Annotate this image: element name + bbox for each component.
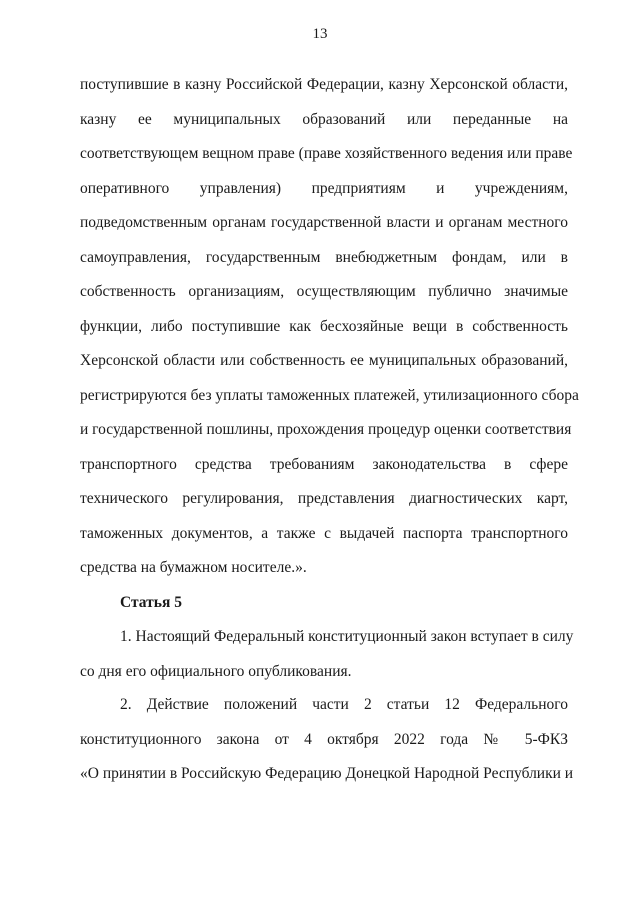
text-line: «О принятии в Российскую Федерацию Донецкой Народной Республики и xyxy=(80,765,574,782)
text-line: казну ее муниципальных образований или переданные на xyxy=(80,110,568,128)
text-line: соответствующем вещном праве (праве хозяйственного ведения или праве xyxy=(80,145,573,162)
paragraph-2 xyxy=(80,688,574,792)
text-line: функции, либо поступившие как бесхозяйные вещи в собственность xyxy=(80,317,568,335)
text-line: поступившие в казну Российской Федерации, казну Херсонской области, xyxy=(80,76,568,93)
article-heading: Статья 5 xyxy=(120,594,182,611)
text-line: регистрируются без уплаты таможенных платежей, утилизационного сбора xyxy=(80,386,579,404)
text-line: самоуправления, государственным внебюджетным фондам, или в xyxy=(80,248,568,266)
text-line: 1. Настоящий Федеральный конституционный закон вступает в силу xyxy=(120,628,574,645)
text-line: оперативного управления) предприятиям и учреждениям, xyxy=(80,179,568,197)
text-line: технического регулирования, представления диагностических карт, xyxy=(80,490,568,507)
text-line: собственность организациям, осуществляющим публично значимые xyxy=(80,283,568,300)
text-line: транспортного средства требованиям законодательства в сфере xyxy=(80,455,568,473)
page-number: 13 xyxy=(312,26,328,42)
text-line: 2. Действие положений части 2 статьи 12 Федерального xyxy=(120,696,568,713)
text-line: средства на бумажном носителе.». xyxy=(80,559,307,576)
text-line: со дня его официального опубликования. xyxy=(80,662,352,680)
text-line: конституционного закона от 4 октября 2022 года № 5-ФКЗ xyxy=(80,730,568,748)
paragraph-continuation xyxy=(80,68,579,586)
paragraph-1 xyxy=(80,620,574,689)
text-line: и государственной пошлины, прохождения процедур оценки соответствия xyxy=(80,421,572,438)
text-line: таможенных документов, а также с выдачей паспорта транспортного xyxy=(80,524,568,542)
text-line: подведомственным органам государственной власти и органам местного xyxy=(80,214,568,231)
text-line: Херсонской области или собственность ее муниципальных образований, xyxy=(80,352,568,369)
